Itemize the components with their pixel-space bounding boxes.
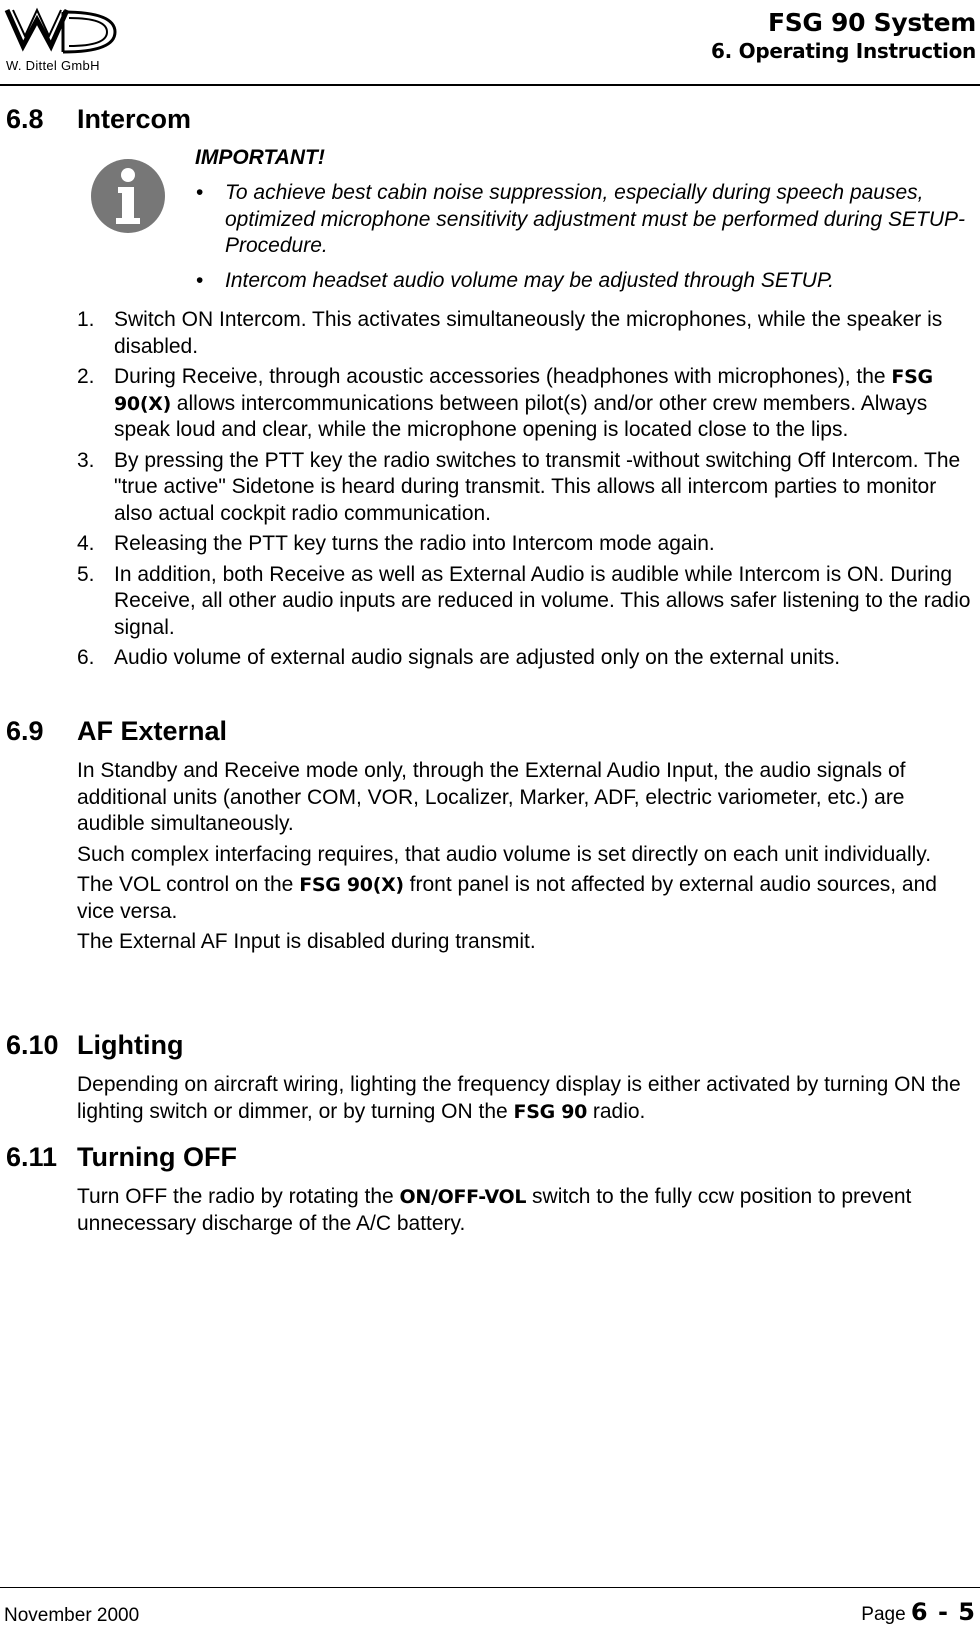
list-item: 6. Audio volume of external audio signals are adjusted only on the external units. (77, 646, 841, 669)
section-number: 6.9 (6, 716, 44, 746)
header-titles (711, 8, 976, 64)
turning-off-body (77, 1184, 972, 1241)
chapter-title: 6. Operating Instruction (711, 39, 976, 63)
paragraph: Turn OFF the radio by rotating the ON/OFF-VOL switch to the fully ccw position to prevent unnecessary discharge of the A/C battery. (77, 1185, 912, 1235)
product-name: FSG 90(X) (299, 874, 404, 896)
section-title: Lighting (77, 1030, 184, 1060)
system-title: FSG 90 System (767, 8, 976, 37)
paragraph: Depending on aircraft wiring, lighting the frequency display is either activated by turning ON the lighting switch or dimmer, or by turning ON the FSG 90 radio. (77, 1073, 961, 1123)
section-number: 6.11 (6, 1142, 58, 1172)
paragraph: In Standby and Receive mode only, through the External Audio Input, the audio signals of additional units (another COM, VOR, Localizer, Marker, ADF, electric variometer, etc.) are audible simultaneously. (77, 759, 906, 835)
control-name: ON/OFF-VOL (399, 1186, 527, 1208)
section-heading-6-11 (6, 1142, 237, 1173)
lighting-body (77, 1072, 972, 1129)
list-item: 4. Releasing the PTT key turns the radio into Intercom mode again. (77, 532, 715, 555)
section-number: 6.8 (6, 104, 44, 134)
footer-rule (0, 1587, 980, 1588)
section-heading-6-10 (6, 1030, 183, 1061)
company-name: W. Dittel GmbH (6, 58, 100, 73)
list-item: • Intercom headset audio volume may be adjusted through SETUP. (195, 268, 970, 295)
bullet-icon: • (196, 181, 204, 204)
af-external-body (77, 758, 972, 960)
section-title: AF External (77, 716, 228, 746)
header-rule (0, 84, 980, 86)
list-item: 5. In addition, both Receive as well as External Audio is audible while Intercom is ON. During Receive, all other audio inputs are reduced in volume. This allows safer listening to the radio signal. (77, 562, 971, 639)
page-header (0, 0, 980, 86)
list-item: 3. By pressing the PTT key the radio switches to transmit -without switching Off Intercom. The "true active" Sidetone is heard during transmit. This allows all intercom parties to monitor also actual cockpit radio communication. (77, 448, 961, 525)
list-item: 2. During Receive, through acoustic accessories (headphones with microphones), the FSG 90(X) allows intercommunications between pilot(s) and/or other crew members. Always speak loud and clear, while the microphone opening is located close to the lips. (77, 365, 933, 441)
paragraph: Such complex interfacing requires, that audio volume is set directly on each unit individually. (77, 842, 932, 866)
section-heading-6-8 (6, 104, 191, 135)
section-number: 6.10 (6, 1030, 59, 1060)
section-title: Intercom (77, 104, 192, 134)
paragraph: The External AF Input is disabled during transmit. (77, 930, 536, 953)
info-icon (90, 158, 166, 234)
list-item: 1. Switch ON Intercom. This activates simultaneously the microphones, while the speaker is disabled. (77, 308, 943, 358)
important-label: IMPORTANT! (195, 146, 325, 169)
product-name: FSG 90 (513, 1100, 588, 1123)
section-title: Turning OFF (77, 1142, 237, 1172)
important-notes (195, 180, 970, 302)
intercom-steps (77, 307, 972, 676)
list-item: • To achieve best cabin noise suppression, especially during speech pauses, optimized microphone sensitivity adjustment must be performed during SETUP-Procedure. (196, 181, 965, 257)
footer-date: November 2000 (4, 1605, 140, 1626)
paragraph: The VOL control on the FSG 90(X) front panel is not affected by external audio sources, and vice versa. (77, 873, 937, 923)
page-number: Page 6 - 5 (861, 1598, 976, 1626)
bullet-icon: • (196, 268, 204, 292)
product-name: FSG 90(X) (114, 366, 933, 415)
section-heading-6-9 (6, 716, 227, 747)
